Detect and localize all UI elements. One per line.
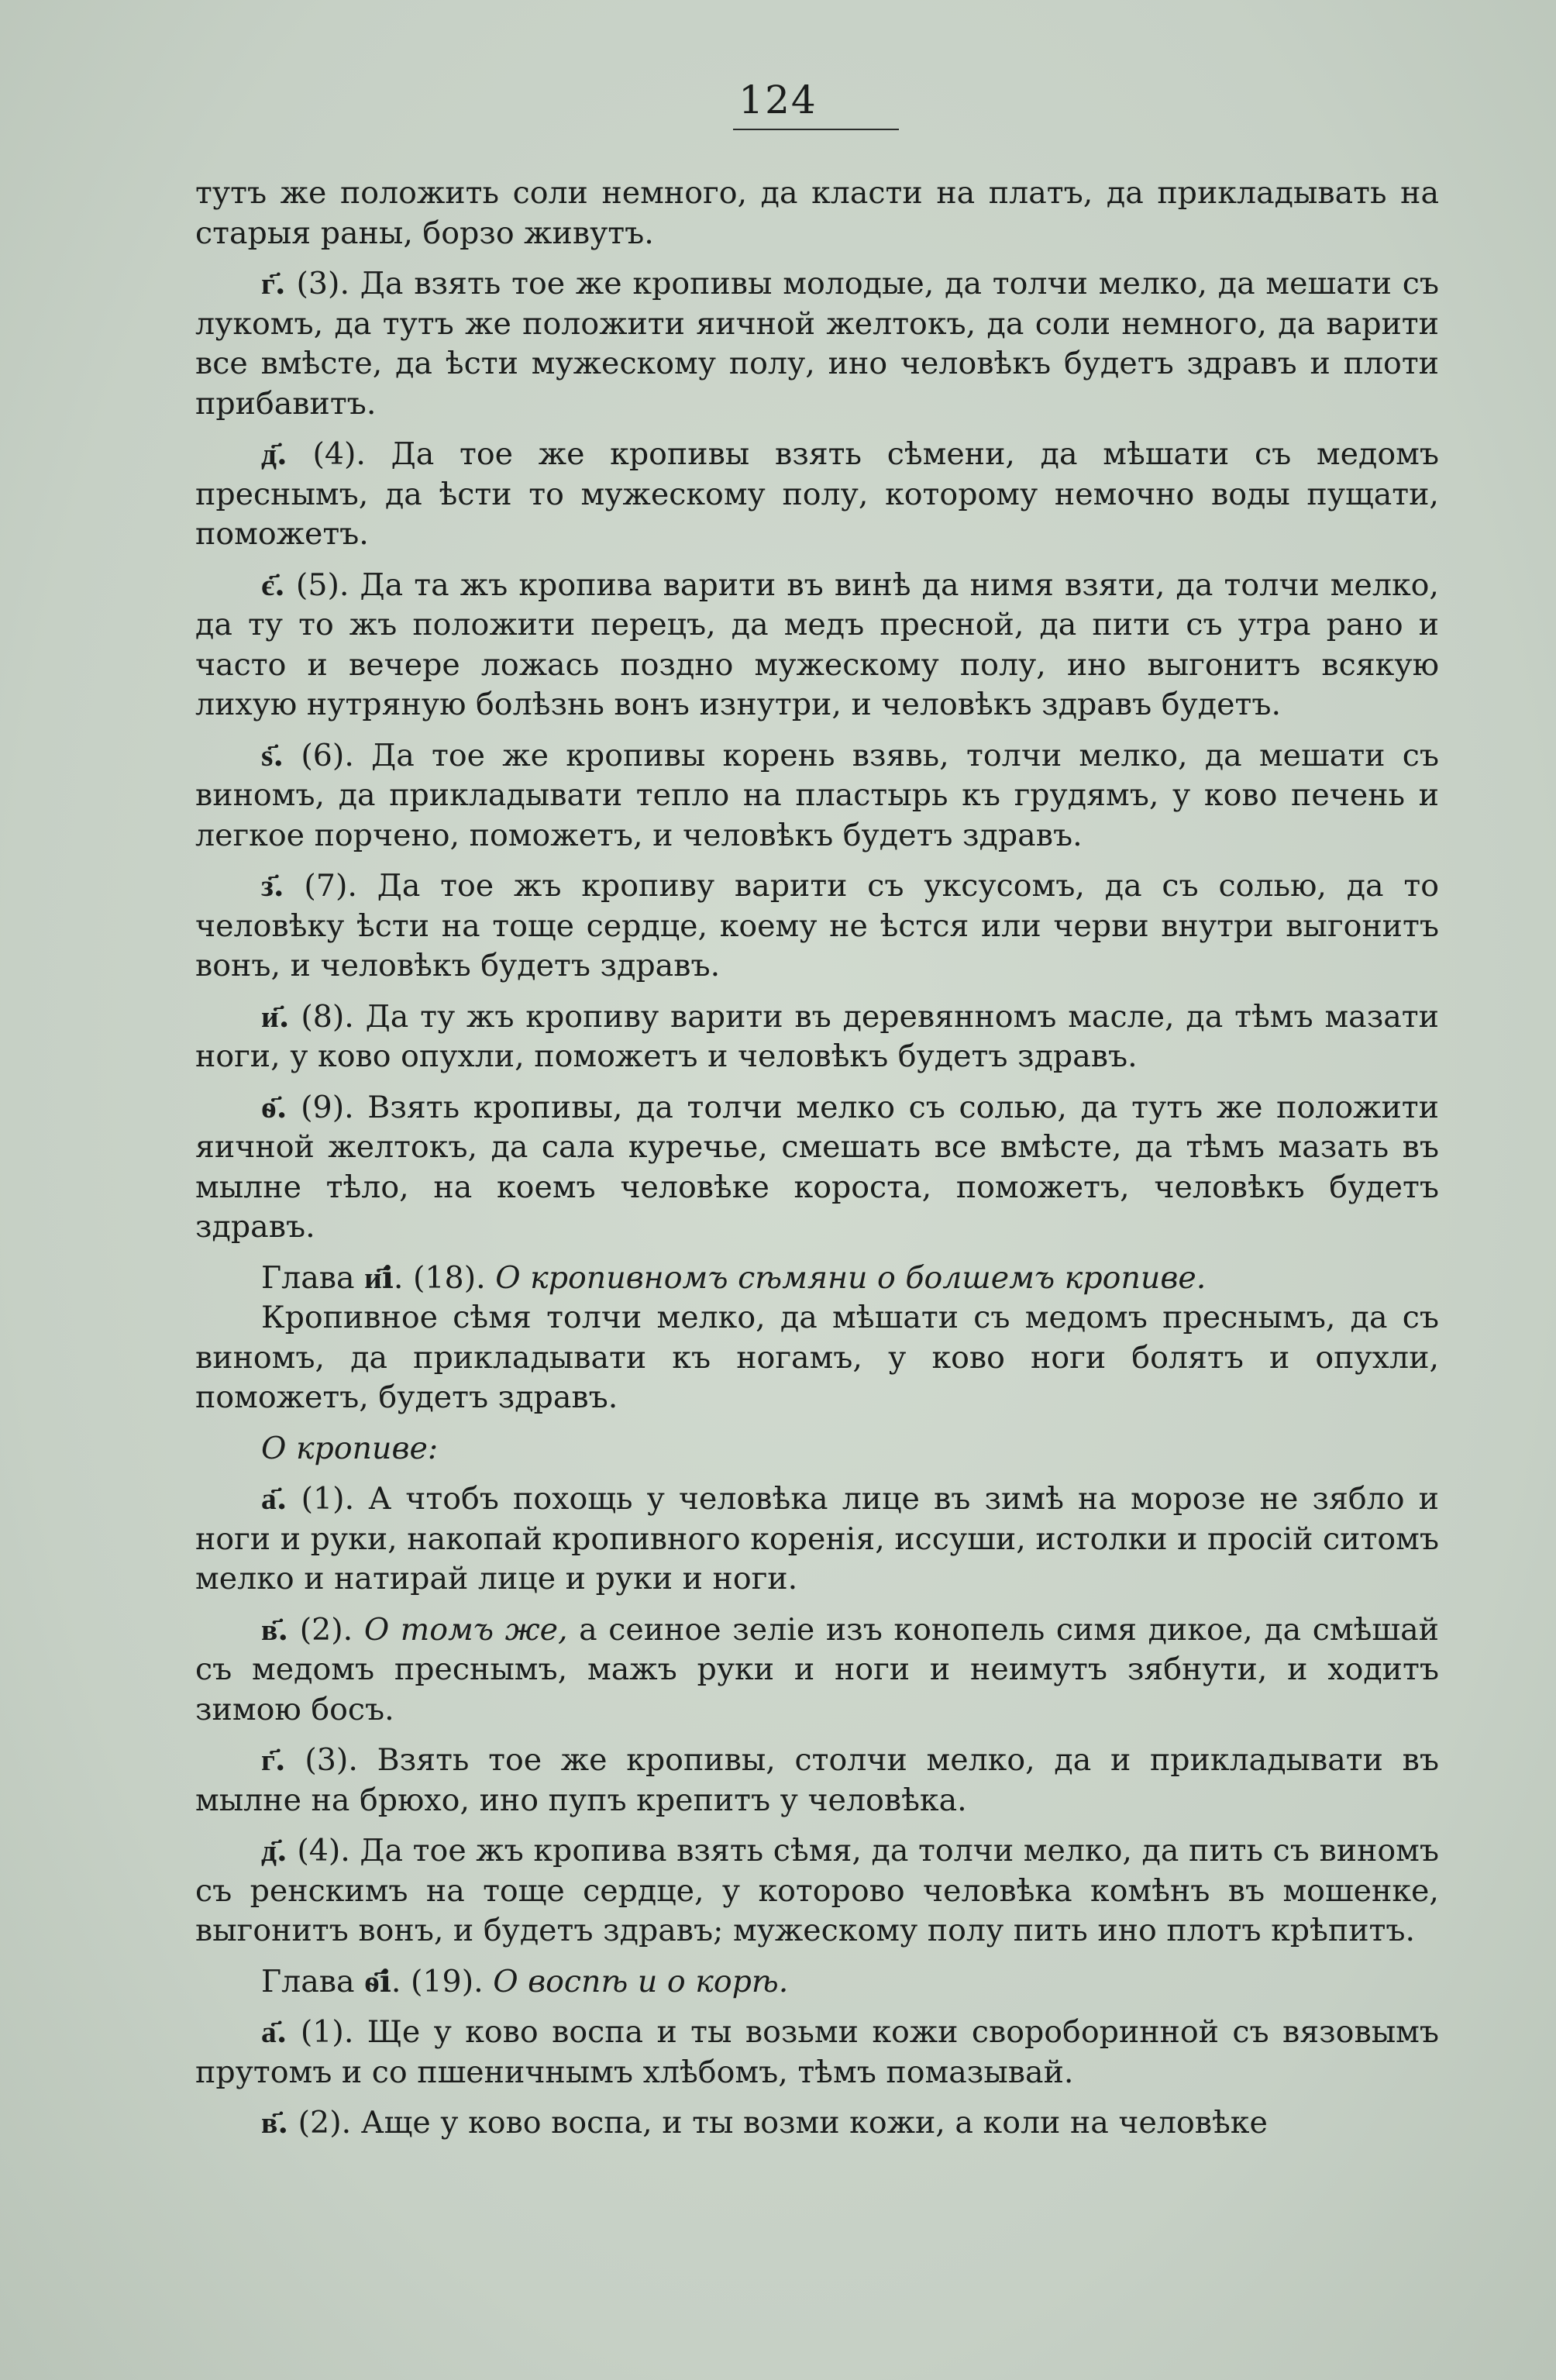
paragraph (195, 736, 1439, 856)
italic-heading: О воспѣ и о корѣ. (493, 1963, 789, 1999)
paragraph (195, 435, 1439, 555)
item-number: и҃. (261, 998, 290, 1035)
paragraph (195, 866, 1439, 987)
paragraph (195, 1741, 1439, 1820)
body-text (195, 174, 1439, 2154)
item-number: є҃. (261, 567, 285, 603)
paragraph-text: (5). Да та жъ кропива варити въ винѣ да нимя взяти, да толчи мелко, да ту то жъ положити перецъ, да медъ пресной, да пити съ утра рано и часто и вечере ложась поздно мужескому полу, ино выгонитъ всякую лихую нутряную болѣзнь вонъ изнутри, и человѣкъ здравъ будетъ. (195, 567, 1439, 722)
item-number: ѕ҃. (261, 737, 284, 773)
item-number: ѳ҃і (364, 1963, 391, 1999)
paragraph-text: (3). Да взять тое же кропивы молодые, да толчи мелко, да мешати съ лукомъ, да тутъ же положити яичной желтокъ, да соли немного, да варити все вмѣсте, да ѣсти мужескому полу, ино человѣкъ будетъ здравъ и плоти прибавитъ. (195, 266, 1439, 422)
paragraph-text: (8). Да ту жъ кропиву варити въ деревянномъ масле, да тѣмъ мазати ноги, у ково опухли, поможетъ и человѣкъ будетъ здравъ. (195, 998, 1439, 1074)
item-number: а҃. (261, 1481, 287, 1517)
paragraph (195, 2013, 1439, 2092)
paragraph-text: (7). Да тое жъ кропиву варити съ уксусомъ, да съ солью, да то человѣку ѣсти на тоще сердце, коему не ѣстся или черви внутри выгонитъ вонъ, и человѣкъ будетъ здравъ. (195, 868, 1439, 983)
paragraph (195, 174, 1439, 253)
page-number: 124 (738, 77, 818, 122)
paragraph (195, 1088, 1439, 1248)
item-number: г҃. (261, 1742, 286, 1778)
paragraph-text: (1). А чтобъ похощь у человѣка лице въ зимѣ на морозе не зябло и ноги и руки, накопай кропивного коренія, иссуши, истолки и просій ситомъ мелко и натирай лице и руки и ноги. (195, 1481, 1439, 1596)
italic-heading: О кропиве: (261, 1430, 439, 1466)
item-ref: (2). (288, 1611, 364, 1648)
paragraph-text: (6). Да тое же кропивы корень взявь, толчи мелко, да мешати съ виномъ, да прикладывати тепло на пластырь къ грудямъ, у ково печень и легкое порчено, поможетъ, и человѣкъ будетъ здравъ. (195, 737, 1439, 853)
paragraph-text: а сеиное зеліе изъ конопель симя дикое, да смѣшай съ медомъ преснымъ, мажъ руки и ноги и неимутъ зябнути, и ходитъ зимою босъ. (195, 1611, 1439, 1727)
paragraph (195, 566, 1439, 725)
paragraph-text: (2). Аще у ково воспа, и ты возми кожи, а коли на человѣке (288, 2105, 1268, 2141)
paragraph-text: (4). Да тое же кропивы взять сѣмени, да мѣшати съ медомъ преснымъ, да ѣсти то мужескому полу, которому немочно воды пущати, поможетъ. (195, 436, 1439, 552)
paragraph (195, 1479, 1439, 1600)
item-number: д҃. (261, 1833, 287, 1869)
item-number: и҃і (364, 1259, 394, 1296)
item-number: з҃. (261, 868, 284, 904)
item-ref: . (18). (393, 1259, 496, 1296)
paragraph-text: (4). Да тое жъ кропива взять сѣмя, да толчи мелко, да пить съ виномъ съ ренскимъ на тоще сердце, у которово человѣка комѣнъ въ мошенке, выгонитъ вонъ, и будетъ здравъ; мужескому полу пить ино плотъ крѣпитъ. (195, 1833, 1439, 1948)
chapter-label: Глава (261, 1259, 365, 1296)
paragraph-text: (1). Ще у ково воспа и ты возьми кожи свороборинной съ вязовымъ прутомъ и со пшеничнымъ хлѣбомъ, тѣмъ помазывай. (195, 2014, 1439, 2090)
paragraph-text: (9). Взять кропивы, да толчи мелко съ солью, да тутъ же положити яичной желтокъ, да сала куречье, смешать все вмѣсте, да тѣмъ мазать въ мылне тѣло, на коемъ человѣке короста, поможетъ, человѣкъ будетъ здравъ. (195, 1089, 1439, 1245)
item-number: в҃. (261, 2105, 289, 2141)
italic-heading: О кропивномъ сѣмяни о болшемъ кропиве. (495, 1259, 1207, 1296)
chapter-label: Глава (261, 1963, 365, 1999)
paragraph (195, 1610, 1439, 1731)
paragraph (195, 1259, 1439, 1299)
paragraph (195, 1429, 1439, 1469)
paragraph (195, 997, 1439, 1077)
item-number: д҃. (261, 436, 287, 472)
item-number: в҃. (261, 1611, 289, 1648)
italic-heading: О томъ же, (363, 1611, 568, 1648)
page-number-rule (733, 129, 899, 130)
paragraph (195, 1298, 1439, 1418)
paragraph (195, 264, 1439, 424)
paragraph (195, 1831, 1439, 1951)
paragraph-text: (3). Взять тое же кропивы, столчи мелко, да и прикладывати въ мылне на брюхо, ино пупъ крепитъ у человѣка. (195, 1742, 1439, 1818)
paragraph-text: Кропивное сѣмя толчи мелко, да мѣшати съ медомъ преснымъ, да съ виномъ, да прикладывати къ ногамъ, у ково ноги болятъ и опухли, поможетъ, будетъ здравъ. (195, 1300, 1439, 1415)
item-number: ѳ҃. (261, 1089, 287, 1125)
item-ref: . (19). (391, 1963, 494, 1999)
paragraph (195, 1962, 1439, 2003)
item-number: а҃. (261, 2014, 287, 2050)
paragraph (195, 2103, 1439, 2144)
item-number: г҃. (261, 266, 286, 301)
paragraph-text: тутъ же положить соли немного, да класти на платъ, да прикладывать на старыя раны, борзо живутъ. (195, 175, 1439, 251)
